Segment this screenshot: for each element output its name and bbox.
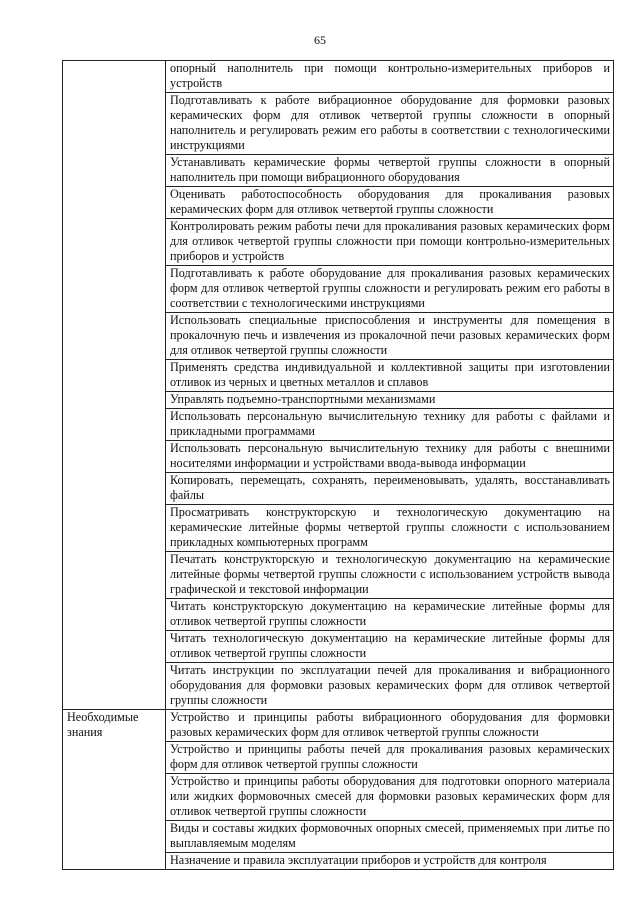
table-cell: Применять средства индивидуальной и коллективной защиты при изготовлении отливок из черных и цветных металлов и сплавов (166, 360, 614, 392)
table-cell: Оценивать работоспособность оборудования для прокаливания разовых керамических форм для отливок четвертой группы сложности (166, 187, 614, 219)
table-row (63, 710, 614, 742)
table-cell: Печатать конструкторскую и технологическую документацию на керамические литейные формы четвертой группы сложности с использованием устройств вывода графической и текстовой информации (166, 552, 614, 599)
table-cell: Контролировать режим работы печи для прокаливания разовых керамических форм для отливок четвертой группы сложности при помощи контрольно-измерительных приборов и устройств (166, 219, 614, 266)
table-cell: Виды и составы жидких формовочных опорных смесей, применяемых при литье по выплавляемым моделям (166, 821, 614, 853)
table-cell: Устройство и принципы работы вибрационного оборудования для формовки разовых керамических форм для отливок четвертой группы сложности (166, 710, 614, 742)
table-cell: Подготавливать к работе оборудование для прокаливания разовых керамических форм для отливок четвертой группы сложности и регулировать режим его работы в соответствии с технологическими инструкциями (166, 266, 614, 313)
table-cell: Устанавливать керамические формы четвертой группы сложности в опорный наполнитель при помощи вибрационного оборудования (166, 155, 614, 187)
table-cell: Читать инструкции по эксплуатации печей для прокаливания и вибрационного оборудования для формовки разовых керамических форм для отливок четвертой группы сложности (166, 663, 614, 710)
table-cell: Использовать персональную вычислительную технику для работы с файлами и прикладными программами (166, 409, 614, 441)
table-row (63, 61, 614, 93)
section-label: Необходимые знания (63, 710, 166, 870)
table-cell: Использовать специальные приспособления и инструменты для помещения в прокалочную печь и извлечения из прокалочной печи разовых керамических форм для отливок четвертой группы сложности (166, 313, 614, 360)
table-cell: Устройство и принципы работы оборудования для подготовки опорного материала или жидких формовочных смесей для формовки разовых керамических форм для отливок четвертой группы сложности (166, 774, 614, 821)
table-cell: Копировать, перемещать, сохранять, переименовывать, удалять, восстанавливать файлы (166, 473, 614, 505)
section-label (63, 61, 166, 710)
competency-table (62, 60, 614, 870)
table-cell: Подготавливать к работе вибрационное оборудование для формовки разовых керамических форм для отливок четвертой группы сложности в опорный наполнитель и регулировать режим его работы в соответствии с технологическими инструкциями (166, 93, 614, 155)
table-cell: Читать конструкторскую документацию на керамические литейные формы для отливок четвертой группы сложности (166, 599, 614, 631)
table-cell: опорный наполнитель при помощи контрольно-измерительных приборов и устройств (166, 61, 614, 93)
table-cell: Использовать персональную вычислительную технику для работы с внешними носителями информации и устройствами ввода-вывода информации (166, 441, 614, 473)
table-cell: Устройство и принципы работы печей для прокаливания разовых керамических форм для отливок четвертой группы сложности (166, 742, 614, 774)
table-cell: Просматривать конструкторскую и технологическую документацию на керамические литейные формы четвертой группы сложности с использованием прикладных компьютерных программ (166, 505, 614, 552)
page-number: 65 (314, 33, 326, 47)
table-cell: Назначение и правила эксплуатации приборов и устройств для контроля (166, 853, 614, 870)
table-cell: Читать технологическую документацию на керамические литейные формы для отливок четвертой группы сложности (166, 631, 614, 663)
table-cell: Управлять подъемно-транспортными механизмами (166, 392, 614, 409)
